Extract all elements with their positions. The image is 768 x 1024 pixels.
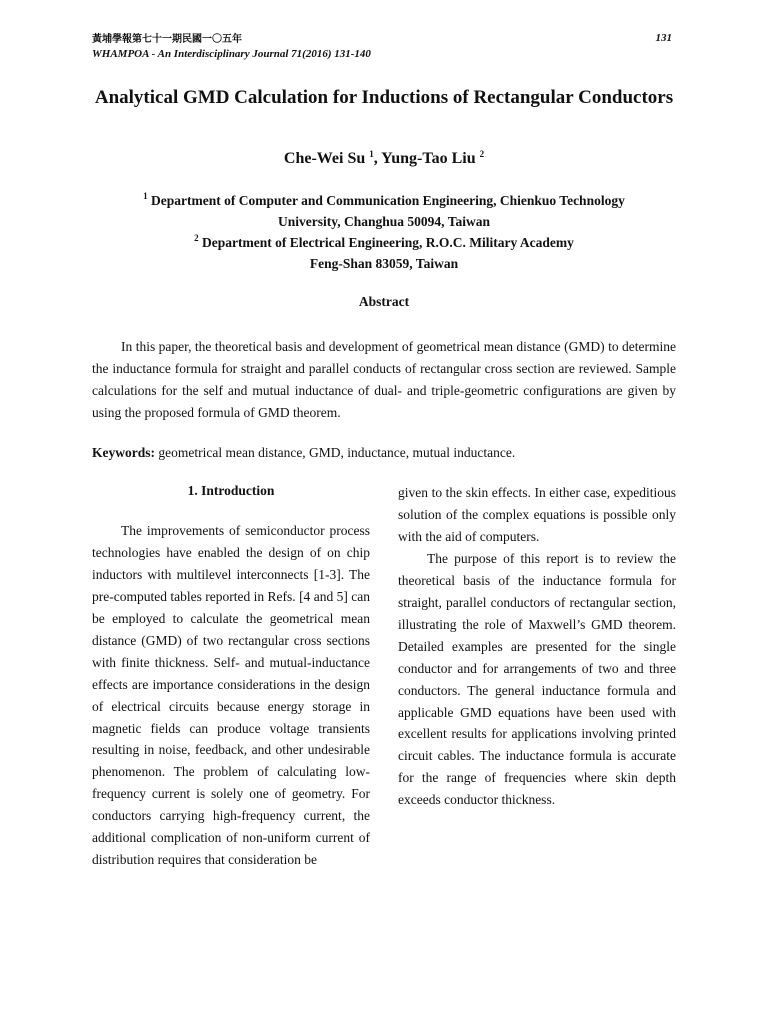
author-line [92,150,676,168]
author-2-affiliation-mark: 2 [479,149,485,159]
running-header [92,32,371,62]
affiliation-1-line-2: University, Changhua 50094, Taiwan [278,214,490,229]
affiliation-2-line-1 [92,232,676,253]
paper-title: Analytical GMD Calculation for Inductions of Rectangular Conductors [94,87,674,108]
section-heading-introduction: 1. Introduction [187,483,275,498]
affiliation-2-mark: 2 [194,233,199,243]
affiliation-1-line-1 [92,190,676,211]
page-number: 131 [655,32,672,44]
column-left [92,480,370,871]
affiliations [92,190,676,274]
author-1: Che-Wei Su [283,150,366,167]
keywords-label: Keywords: [92,445,155,460]
introduction-paragraph-1: The improvements of semiconductor process technologies have enabled the design of on chip inductors with multilevel interconnects [1-3]. The pre-computed tables reported in Refs. [4 and 5] can be employed to calculate the geometrical mean distance (GMD) of two rectangular cross sections with finite thickness. Self- and mutual-inductance effects are importance considerations in the design of electrical circuits because energy storage in magnetic fields can produce voltage transients resulting in noise, feedback, and other undesirable phenomenon. The problem of calculating low-frequency current is solely one of geometry. For conductors carrying high-frequency current, the additional complication of non-uniform current of distribution requires that consideration be [92,522,370,868]
journal-name-english: WHAMPOA - An Interdisciplinary Journal 71(2016) 131-140 [92,48,371,60]
abstract-text: In this paper, the theoretical basis and development of geometrical mean distance (GMD) to determine the inductance formula for straight and parallel conducts of rectangular cross section are reviewed. Sample calculations for the self and mutual inductance of dual- and triple-geometric configurations are given by using the proposed formula of GMD theorem. [92,339,676,420]
keywords-text: geometrical mean distance, GMD, inductance, mutual inductance. [155,445,516,460]
journal-name-chinese: 黃埔學報第七十一期民國一〇五年 [92,34,242,45]
column-right [398,482,676,811]
author-2: Yung-Tao Liu [381,150,476,167]
affiliation-2-text: Department of Electrical Engineering, R.O.C. Military Academy [201,235,574,250]
introduction-paragraph-1-continued: given to the skin effects. In either case, expeditious solution of the complex equations is possible only with the aid of computers. [398,485,676,544]
abstract-heading: Abstract [358,294,410,309]
introduction-paragraph-2: The purpose of this report is to review the theoretical basis of the inductance formula for straight, parallel conductors of rectangular section, illustrating the role of Maxwell’s GMD theorem. Detailed examples are presented for the single conductor and for arrangements of two and three conductors. The general inductance formula and applicable GMD equations have been used with excellent results for applications involving printed circuit cables. The inductance formula is accurate for the range of frequencies where skin depth exceeds conductor thickness. [398,550,676,808]
affiliation-1-text: Department of Computer and Communication Engineering, Chienkuo Technology [151,193,625,208]
affiliation-1-mark: 1 [143,191,148,201]
author-separator: , [373,150,382,167]
keywords-line [92,443,676,463]
author-1-affiliation-mark: 1 [369,149,374,159]
affiliation-2-line-2: Feng-Shan 83059, Taiwan [309,256,459,271]
